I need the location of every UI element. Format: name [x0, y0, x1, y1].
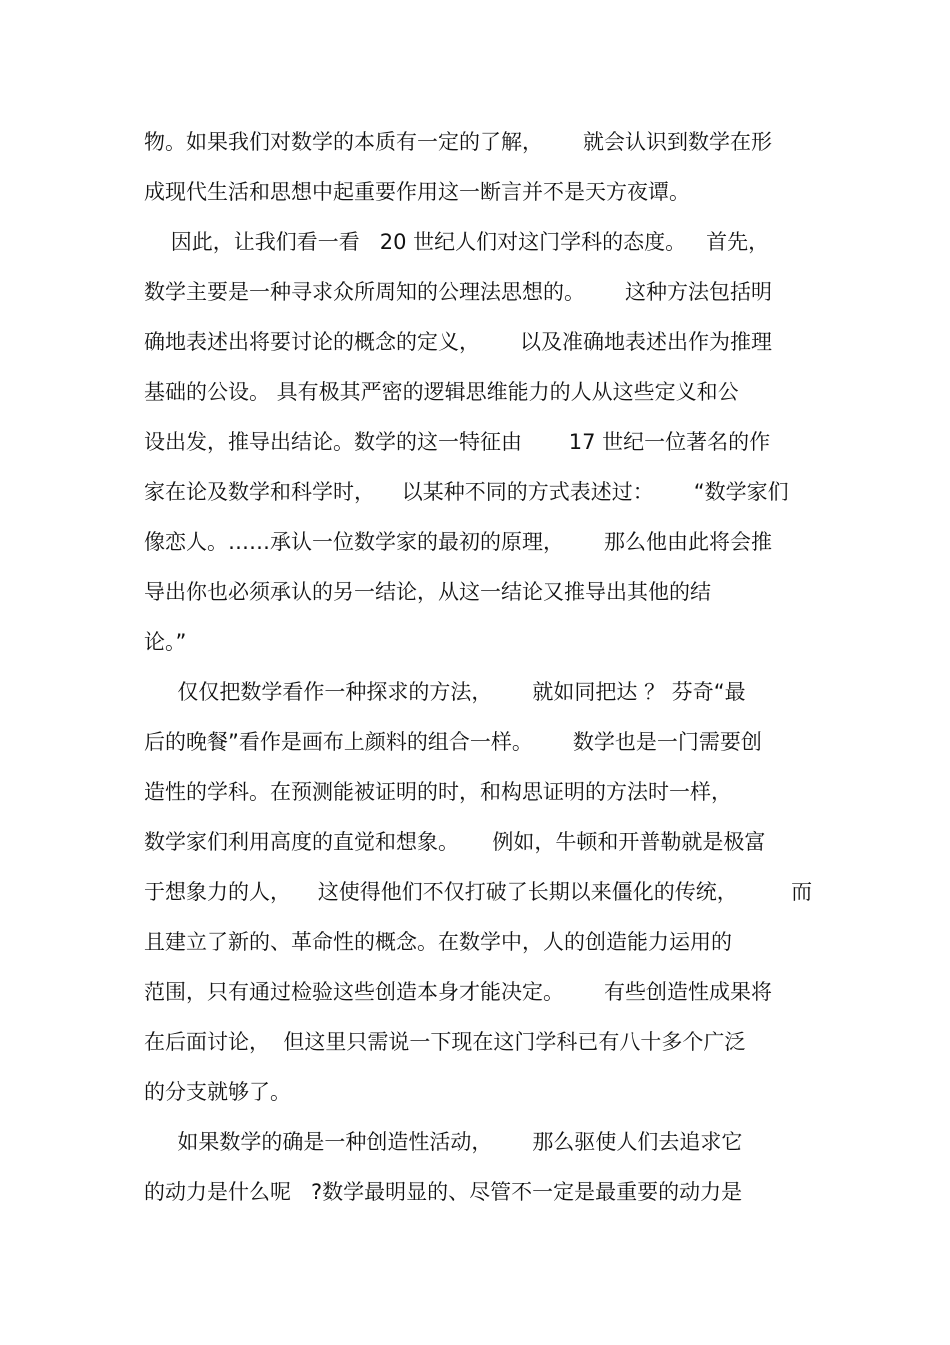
text-line: 导出你也必须承认的另一结论，从这一结论又推导出其他的结	[144, 580, 711, 604]
text-line: 数学家们利用高度的直觉和想象。 例如，牛顿和开普勒就是极富	[144, 830, 766, 854]
text-line: 物。如果我们对数学的本质有一定的了解， 就会认识到数学在形	[144, 130, 773, 154]
text-line: 如果数学的确是一种创造性活动， 那么驱使人们去追求它	[144, 1130, 743, 1154]
text-line: 的分支就够了。	[144, 1080, 291, 1104]
text-line: 像恋人。……承认一位数学家的最初的原理， 那么他由此将会推	[144, 530, 773, 554]
text-line: 在后面讨论， 但这里只需说一下现在这门学科已有八十多个广泛	[144, 1030, 746, 1054]
text-line: 设出发，推导出结论。数学的这一特征由 17 世纪一位著名的作	[144, 430, 771, 454]
text-line: 成现代生活和思想中起重要作用这一断言并不是天方夜谭。	[144, 180, 690, 204]
text-line: 论。”	[144, 630, 187, 654]
text-line: 基础的公设。 具有极其严密的逻辑思维能力的人从这些定义和公	[144, 380, 739, 404]
text-line: 的动力是什么呢 ?数学最明显的、尽管不一定是最重要的动力是	[144, 1180, 743, 1204]
text-line: 于想象力的人， 这使得他们不仅打破了长期以来僵化的传统， 而	[144, 880, 813, 904]
text-line: 数学主要是一种寻求众所周知的公理法思想的。 这种方法包括明	[144, 280, 773, 304]
text-line: 范围，只有通过检验这些创造本身才能决定。 有些创造性成果将	[144, 980, 773, 1004]
text-line: 确地表述出将要讨论的概念的定义， 以及准确地表述出作为推理	[144, 330, 773, 354]
text-line: 因此，让我们看一看 20 世纪人们对这门学科的态度。 首先，	[144, 230, 770, 254]
text-line: 且建立了新的、革命性的概念。在数学中，人的创造能力运用的	[144, 930, 732, 954]
text-line: 造性的学科。在预测能被证明的时，和构思证明的方法时一样，	[144, 780, 732, 804]
text-line: 家在论及数学和科学时， 以某种不同的方式表述过： “数学家们	[144, 480, 789, 504]
text-line: 后的晚餐”看作是画布上颜料的组合一样。 数学也是一门需要创	[144, 730, 762, 754]
text-line: 仅仅把数学看作一种探求的方法， 就如同把达 ？ 芬奇“最	[144, 680, 746, 704]
